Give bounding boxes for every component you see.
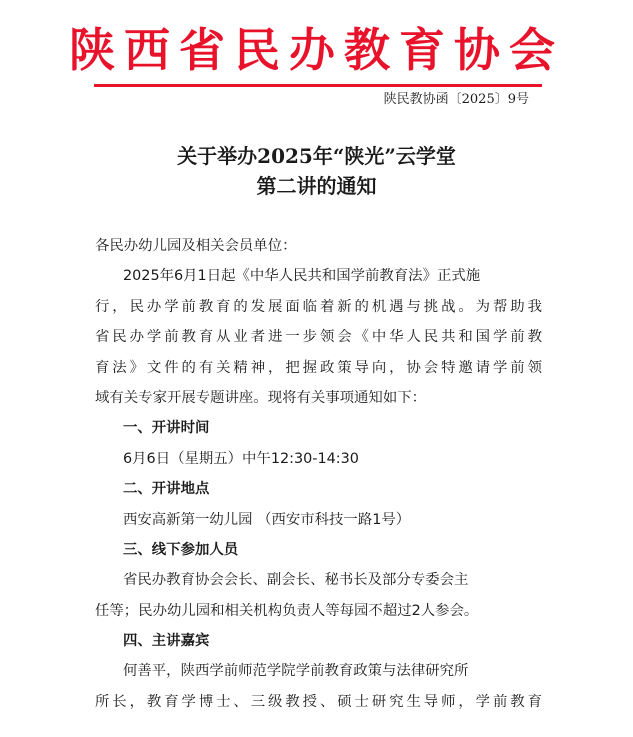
section-heading-time: 一、开讲时间 xyxy=(123,420,210,437)
organization-title: 陕西省民办教育协会 xyxy=(69,23,564,77)
intro-line: 域有关专家开展专题讲座。现将有关事项通知如下： xyxy=(95,389,426,406)
notice-title-line-1: 关于举办2025年“陕光”云学堂 xyxy=(177,144,456,168)
attendees-line: 省民办教育协会会长、副会长、秘书长及部分专委会主 xyxy=(123,572,469,589)
speaker-line: 何善平，陕西学前师范学院学前教育政策与法律研究所 xyxy=(123,663,469,680)
salutation: 各民办幼儿园及相关会员单位： xyxy=(95,238,297,254)
lecture-venue: 西安高新第一幼儿园 （西安市科技一路1号） xyxy=(123,511,411,528)
document-number: 陕民教协函〔2025〕9号 xyxy=(383,92,529,107)
section-heading-speaker: 四、主讲嘉宾 xyxy=(123,633,210,650)
section-heading-attendees: 三、线下参加人员 xyxy=(123,541,239,558)
notice-body xyxy=(95,231,542,717)
notice-title xyxy=(0,141,633,201)
speaker-line: 所长，教育学博士、三级教授、硕士研究生导师，学前教育 xyxy=(95,693,542,710)
intro-line: 省民办学前教育从业者进一步领会《中华人民共和国学前教 xyxy=(95,329,542,346)
red-divider-rule xyxy=(94,84,542,87)
notice-title-line-2: 第二讲的通知 xyxy=(256,174,377,198)
intro-line: 行，民办学前教育的发展面临着新的机遇与挑战。为帮助我 xyxy=(95,298,542,315)
attendees-line: 任等；民办幼儿园和相关机构负责人等每园不超过2人参会。 xyxy=(95,602,479,619)
intro-line: 2025年6月1日起《中华人民共和国学前教育法》正式施 xyxy=(123,268,481,285)
lecture-time: 6月6日（星期五）中午12:30-14:30 xyxy=(123,450,359,467)
intro-line: 育法》文件的有关精神，把握政策导向，协会特邀请学前领 xyxy=(95,359,542,376)
section-heading-venue: 二、开讲地点 xyxy=(123,481,210,498)
